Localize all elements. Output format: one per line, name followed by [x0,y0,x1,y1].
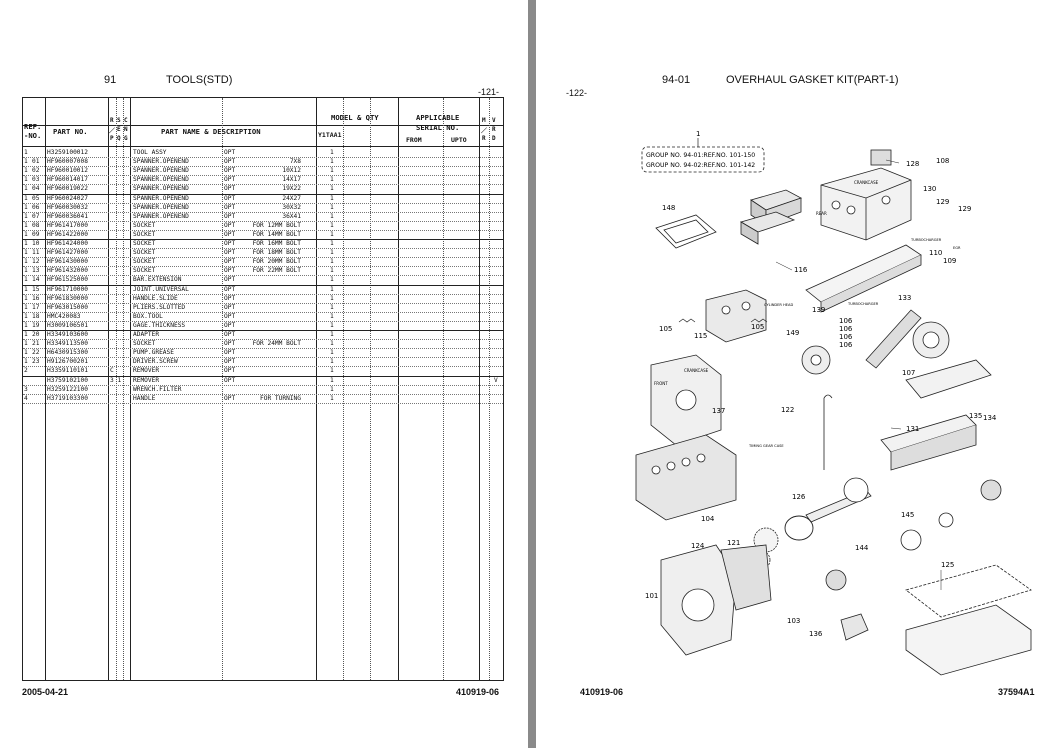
callout-131: 131 [906,425,920,433]
cell-desc: FOR 14MM BOLT [252,230,301,238]
cell-qty: 1 [330,294,334,302]
cell-ref: 1 [24,358,28,366]
cell-qty: 1 [330,149,334,156]
cylinder-head [706,290,766,342]
cell-opt: OPT [224,203,236,211]
cell-part: HF960007008 [47,158,88,166]
cell-sub: 23 [32,358,40,366]
cell-name: SPANNER.OPENEND [133,185,189,193]
cell-qty: 1 [330,212,334,220]
cell-opt: OPT [224,158,236,166]
cell-qty: 1 [330,258,334,266]
callout-137: 137 [712,407,726,415]
cell-ref: 1 [24,340,28,348]
row-divider [23,348,503,349]
cell-name: HANDLE [133,394,156,402]
cell-name: SPANNER.OPENEND [133,176,189,184]
section-number: 94-01 [662,74,691,86]
cell-part: H3009106501 [47,321,88,329]
cell-ref: 1 [24,303,28,311]
callout-149: 149 [786,329,800,337]
callout-126: 126 [792,493,806,501]
flywheel-housing [661,545,771,655]
callout-129: 129 [958,205,972,213]
cell-opt: OPT [224,221,236,229]
callout-133: 133 [898,294,912,302]
row-divider [23,303,503,304]
callout-121: 121 [727,539,741,547]
cell-desc: 19X22 [282,185,301,193]
cell-qty: 1 [330,312,334,320]
cell-opt: OPT [224,312,236,320]
callout-144: 144 [855,544,869,552]
cell-name: BOX.TOOL [133,312,163,320]
callout-106: 106 [839,333,853,341]
cell-name: PUMP.GREASE [133,349,174,357]
cell-sub: 01 [32,158,40,166]
cell-ref: 1 [24,312,28,320]
cell-qty: 1 [330,267,334,275]
cell-name: SPANNER.OPENEND [133,167,189,175]
cell-sub: 21 [32,340,40,348]
col-rsc: N [124,126,128,133]
cell-desc: 7X8 [289,158,301,166]
cell-desc: 24X27 [282,194,301,202]
col-mv: V [492,117,496,124]
col-model: Y1TAA1 [318,131,342,139]
engine-block [636,435,736,520]
cell-ref: 1 [24,276,28,284]
col-from: FROM [406,136,422,144]
label-timing-gear-case: TIMING GEAR CASE [749,444,784,448]
cell-part: HF960024027 [47,194,88,202]
cell-sub: 18 [32,312,40,320]
row-divider [23,376,503,377]
cell-opt: OPT [224,176,236,184]
cell-desc: FOR 20MM BOLT [252,258,301,266]
cell-opt: OPT [224,376,236,384]
cell-name: BAR.EXTENSION [133,276,182,284]
cell-desc: FOR TURNING [260,394,301,402]
footer-code: 410919-06 [456,687,500,697]
cell-name: SOCKET [133,240,156,247]
col-rsc: S [117,117,121,124]
group-ref-1: GROUP NO. 94-01:REF.NO. 101-150 [646,152,756,159]
cell-sub: 10 [32,240,40,247]
cell-ref: 1 [24,349,28,357]
cell-opt: OPT [224,149,236,156]
cell-ref: 1 [24,149,28,156]
cell-opt: OPT [224,267,236,275]
cell-name: REMOVER [133,367,160,375]
parts-table [22,97,504,681]
col-rsc: Q [117,135,121,142]
cell-qty: 1 [330,303,334,311]
cell-opt: OPT [224,212,236,220]
cell-qty: 1 [330,321,334,329]
row-divider [23,321,503,322]
cell-part: HF960010012 [47,167,88,175]
col-part-no: PART NO. [53,127,88,136]
cell-qty: 1 [330,376,334,384]
cell-sub: 17 [32,303,40,311]
cell-ref: 1 [24,176,28,184]
cell-qty: 1 [330,249,334,257]
callout-109: 109 [943,257,957,265]
section-number: 91 [104,74,117,86]
head-covers [741,190,801,244]
col-part-name: PART NAME & DESCRIPTION [161,127,261,136]
cell-ref: 4 [24,394,28,402]
cell-sub: 15 [32,285,40,293]
cell-sub: 22 [32,349,40,357]
label-turbocharger-2: TURBOCHARGER [848,302,879,306]
right-page [536,0,1064,748]
cell-name: SOCKET [133,267,156,275]
cell-part: HF961710000 [47,285,88,293]
cell-qty: 1 [330,203,334,211]
cell-opt: OPT [224,194,236,202]
cell-opt: OPT [224,230,236,238]
col-serial-no: SERIAL NO. [416,123,460,132]
callout-148: 148 [662,204,676,212]
cell-ref: 1 [24,240,28,247]
col-mv: R [492,126,496,133]
cell-part: HF960019022 [47,185,88,193]
col-ref: REF. [24,122,42,131]
cell-ref: 1 [24,158,28,166]
cell-ref: 1 [24,203,28,211]
cell-name: SOCKET [133,249,156,257]
label-crankcase: CRANKCASE [854,180,879,185]
row-divider [23,275,503,276]
cell-rs: 3 1 [110,376,122,384]
cell-ref: 1 [24,294,28,302]
crankcase-block [821,150,911,240]
cell-qty: 1 [330,340,334,348]
row-divider [23,285,503,286]
cell-desc: 36X41 [282,212,301,220]
cell-sub: 07 [32,212,40,220]
callout-106: 106 [839,317,853,325]
row-divider [23,312,503,313]
row-divider [23,357,503,358]
cell-part: H3259100012 [47,149,88,156]
page-number: -122- [566,88,588,98]
cell-name: GAGE.THICKNESS [133,321,186,329]
cell-name: WRENCH.FILTER [133,385,182,393]
footer-date: 2005-04-21 [22,687,69,697]
cell-desc: 10X12 [282,167,301,175]
callout-130: 130 [923,185,937,193]
label-cylinder-head: CYLINDER HEAD [764,303,794,307]
cell-ref: 1 [24,167,28,175]
label-crankcase-2: CRANKCASE [684,368,709,373]
cell-sub: 08 [32,221,40,229]
col-mv: R [482,135,486,142]
cell-opt: OPT [224,276,236,284]
cell-ref: 1 [24,185,28,193]
cell-name: HANDLE.SLIDE [133,294,178,302]
cell-ref: 1 [24,285,28,293]
cell-opt: OPT [224,258,236,266]
cell-qty: 1 [330,367,334,375]
cell-sub: 03 [32,176,40,184]
callout-124: 124 [691,542,705,550]
cell-sub: 14 [32,276,40,284]
cell-qty: 1 [330,394,334,402]
col-mv: M [482,117,486,124]
callout-129: 129 [936,198,950,206]
cell-part: HF961424000 [47,240,88,247]
cell-part: HF960014017 [47,176,88,184]
callout-105: 105 [659,325,673,333]
cell-opt: OPT [224,349,236,357]
cell-qty: 1 [330,230,334,238]
cell-ref: 2 [24,367,28,375]
col-rsc: E [117,126,121,133]
cell-qty: 1 [330,331,334,338]
cell-qty: 1 [330,285,334,293]
cell-opt: OPT [224,294,236,302]
cell-part: HF961427000 [47,249,88,257]
callout-139: 139 [812,306,826,314]
cell-opt: OPT [224,340,236,348]
cell-part: H9126700201 [47,358,88,366]
label-front: FRONT [654,381,668,386]
callout-122: 122 [781,406,795,414]
cell-name: SPANNER.OPENEND [133,203,189,211]
cell-name: SPANNER.OPENEND [133,158,189,166]
cell-ref: 1 [24,331,28,338]
cell-rs: C [110,367,114,375]
label-egr: EGR [953,246,961,250]
cell-part: HF961830000 [47,294,88,302]
cell-name: SOCKET [133,258,156,266]
row-divider [23,366,503,367]
cell-name: SOCKET [133,230,156,238]
cell-ref: 1 [24,249,28,257]
cell-part: HMC420083 [47,312,81,320]
callout-136: 136 [809,630,823,638]
cell-name: TOOL ASSY [133,149,167,156]
cell-name: SPANNER.OPENEND [133,194,189,202]
cell-opt: OPT [224,367,236,375]
callout-106: 106 [839,325,853,333]
cell-ref: 1 [24,221,28,229]
cell-qty: 1 [330,176,334,184]
cell-sub: 06 [32,203,40,211]
cell-part: HF961417000 [47,221,88,229]
callout-107: 107 [902,369,916,377]
footer-right: 37594A1 [998,687,1035,697]
o-ring [785,516,813,540]
cell-sub: 04 [32,185,40,193]
cell-part: HF960036041 [47,212,88,220]
cell-opt: OPT [224,167,236,175]
cell-qty: 1 [330,358,334,366]
callout-115: 115 [694,332,708,340]
cell-ref: 1 [24,194,28,202]
cell-part: H3359110101 [47,367,88,375]
col-rsc: ／ [109,128,116,135]
cell-sub: 02 [32,167,40,175]
cell-sub: 19 [32,321,40,329]
cell-opt: OPT [224,249,236,257]
callout-145: 145 [901,511,915,519]
cell-opt: OPT [224,240,236,247]
cell-qty: 1 [330,185,334,193]
cell-name: JOINT.UNIVERSAL [133,285,189,293]
cell-part: H3259122100 [47,385,88,393]
callout-101: 101 [645,592,659,600]
cell-desc: FOR 18MM BOLT [252,249,301,257]
col-rsc: C [124,117,128,124]
cell-part: HF961430000 [47,258,88,266]
cell-opt: OPT [224,321,236,329]
cell-qty: 1 [330,194,334,202]
cell-part: H3719103300 [47,394,88,402]
cell-part: HF961525000 [47,276,88,284]
gasket-148 [656,215,716,248]
cell-qty: 1 [330,167,334,175]
label-turbocharger: TURBOCHARGER [911,238,942,242]
callout-1: 1 [696,130,701,138]
section-title: OVERHAUL GASKET KIT(PART-1) [726,74,899,86]
cell-sub: 09 [32,230,40,238]
cell-qty: 1 [330,276,334,284]
row-divider [23,294,503,295]
cell-part: HF961432000 [47,267,88,275]
cell-part: H6430915300 [47,349,88,357]
cell-opt: OPT [224,303,236,311]
callout-135: 135 [969,412,983,420]
callout-105: 105 [751,323,765,331]
cell-ref: 1 [24,258,28,266]
page-number: -121- [478,87,500,97]
cell-sub: 12 [32,258,40,266]
col-model-qty: MODEL & QTY [331,113,379,122]
cell-desc: 30X32 [282,203,301,211]
cell-name: SOCKET [133,340,156,348]
col-ref-no: -NO. [24,131,42,140]
row-divider [23,403,503,404]
cell-qty: 1 [330,221,334,229]
cell-flag: V [494,376,498,384]
cell-name: SOCKET [133,221,156,229]
cell-sub: 16 [32,294,40,302]
cell-ref: 3 [24,385,28,393]
footer-left: 410919-06 [580,687,624,697]
cell-qty: 1 [330,158,334,166]
cell-desc: FOR 24MM BOLT [252,340,301,348]
cell-ref: 1 [24,267,28,275]
water-pump [802,346,830,374]
cell-desc: 14X17 [282,176,301,184]
exploded-parts-diagram [536,0,1064,748]
col-rsc: R [110,117,114,124]
cell-opt: OPT [224,358,236,366]
label-rear: REAR [816,211,827,216]
col-mv: D [492,135,496,142]
callout-104: 104 [701,515,715,523]
callout-134: 134 [983,414,997,422]
cell-part: HF963015000 [47,303,88,311]
col-rsc: G [124,135,128,142]
callout-125: 125 [941,561,955,569]
cell-name: REMOVER [133,376,160,384]
cell-part: H3349113500 [47,340,88,348]
oil-pan [906,565,1031,675]
cell-opt: OPT [224,394,236,402]
cell-part: HF960030032 [47,203,88,211]
cell-qty: 1 [330,349,334,357]
cell-ref: 1 [24,230,28,238]
crankshaft [806,478,871,522]
cell-qty: 1 [330,240,334,247]
col-mv: ／ [481,128,488,135]
dipstick [824,395,832,470]
cell-part: HF961422000 [47,230,88,238]
cell-desc: FOR 16MM BOLT [252,240,301,247]
cell-desc: FOR 12MM BOLT [252,221,301,229]
cell-qty: 1 [330,385,334,393]
col-applicable: APPLICABLE [416,113,460,122]
cell-part: H3349103600 [47,331,88,338]
cell-sub: 05 [32,194,40,202]
callout-106: 106 [839,341,853,349]
cell-ref: 1 [24,321,28,329]
left-page [0,0,528,748]
callout-103: 103 [787,617,801,625]
cell-sub: 20 [32,331,40,338]
col-upto: UPTO [451,136,467,144]
cell-part: H3759102100 [47,376,88,384]
row-divider [23,385,503,386]
callout-128: 128 [906,160,920,168]
oil-pump [841,614,868,640]
callout-116: 116 [794,266,808,274]
cell-sub: 11 [32,249,40,257]
section-title: TOOLS(STD) [166,74,233,86]
cell-opt: OPT [224,331,236,338]
callout-110: 110 [929,249,943,257]
cell-name: ADAPTER [133,331,160,338]
header-divider [23,146,503,147]
cell-name: PLIERS.SLOTTED [133,303,186,311]
cell-desc: FOR 22MM BOLT [252,267,301,275]
group-ref-2: GROUP NO. 94-02:REF.NO. 101-142 [646,162,756,169]
cell-name: SPANNER.OPENEND [133,212,189,220]
cell-ref: 1 [24,212,28,220]
callout-108: 108 [936,157,950,165]
col-rsc: P [110,135,114,142]
cell-opt: OPT [224,285,236,293]
turbocharger [866,310,949,368]
cell-sub: 13 [32,267,40,275]
cell-opt: OPT [224,185,236,193]
cell-name: DRIVER.SCREW [133,358,178,366]
row-divider [23,330,503,331]
